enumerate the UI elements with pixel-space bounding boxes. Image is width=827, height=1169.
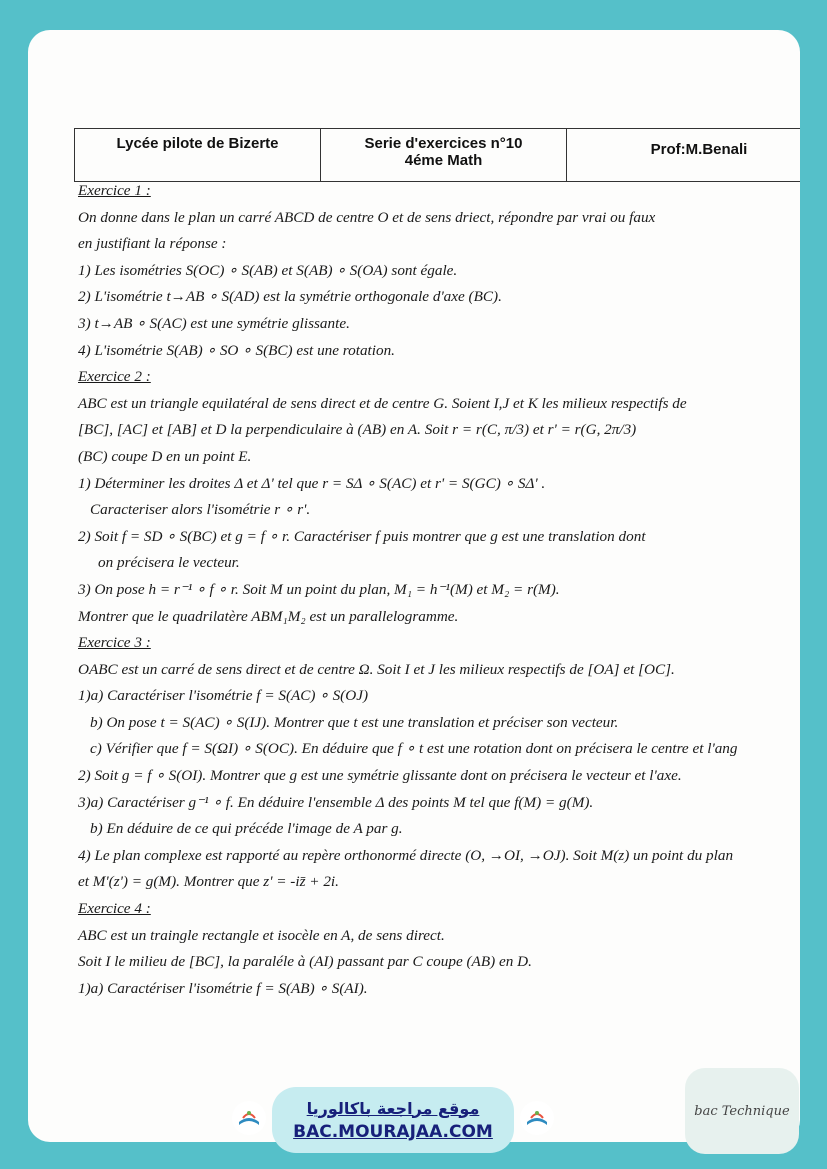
text-line: b) On pose t = S(AC) ∘ S(IJ). Montrer que t est une translation et préciser son vecteur.: [90, 713, 619, 731]
teacher-cell: [567, 129, 800, 181]
text-line: on précisera le vecteur.: [98, 554, 240, 572]
text-line: 3)a) Caractériser g⁻¹ ∘ f. En déduire l'ensemble Δ des points M tel que f(M) = g(M).: [78, 793, 594, 811]
exercise-title: Exercice 2 :: [78, 368, 151, 386]
text-line: 1)a) Caractériser l'isométrie f = S(AB) ∘ S(AI).: [78, 979, 368, 997]
text-line: 2) Soit g = f ∘ S(OI). Montrer que g est une symétrie glissante dont on précisera le vecteur et l'axe.: [78, 767, 682, 785]
school-name: Lycée pilote de Bizerte: [116, 135, 279, 152]
text-line: et M'(z') = g(M). Montrer que z' = -iz̄ + 2i.: [78, 873, 339, 891]
header-table: [74, 128, 800, 182]
text-line: Caracteriser alors l'isométrie r ∘ r'.: [90, 501, 311, 519]
text-line: Soit I le milieu de [BC], la paraléle à (AI) passant par C coupe (AB) en D.: [78, 953, 532, 971]
text-line: 1)a) Caractériser l'isométrie f = S(AC) ∘ S(OJ): [78, 687, 369, 705]
text-line: b) En déduire de ce qui précéde l'image de A par g.: [90, 820, 403, 838]
text-line: en justifiant la réponse :: [78, 235, 227, 253]
text-line: 2) Soit f = SD ∘ S(BC) et g = f ∘ r. Caractériser f puis montrer que g est une translation dont: [78, 527, 646, 545]
exercise-title: Exercice 3 :: [78, 634, 151, 652]
site-logo-right: [520, 1101, 554, 1135]
text-line: c) Vérifier que f = S(ΩI) ∘ S(OC). En déduire que f ∘ t est une rotation dont on précisera le centre et l'ang: [90, 740, 738, 758]
brand-text: bac Technique: [694, 1103, 790, 1119]
brand-watermark: [685, 1068, 799, 1154]
exercise-title: Exercice 1 :: [78, 182, 151, 199]
text-line: ABC est un traingle rectangle et isocèle en A, de sens direct.: [78, 926, 445, 944]
series-title: Serie d'exercices n°10: [364, 135, 523, 152]
teacher-name: Prof:M.Benali: [650, 141, 748, 158]
series-cell: [321, 129, 567, 181]
book-icon: [525, 1108, 549, 1128]
text-line: 3) t→AB ∘ S(AC) est une symétrie glissante.: [78, 314, 350, 332]
text-line: [BC], [AC] et [AB] et D la perpendiculaire à (AB) en A. Soit r = r(C, π/3) et r' = r(G, 2π/3): [78, 421, 637, 439]
text-line: 1) Déterminer les droites Δ et Δ' tel que r = SΔ ∘ S(AC) et r' = S(GC) ∘ SΔ' .: [78, 474, 546, 492]
text-line: 4) L'isométrie S(AB) ∘ SO ∘ S(BC) est une rotation.: [78, 341, 395, 359]
text-line: (BC) coupe D en un point E.: [78, 447, 252, 465]
book-icon: [237, 1108, 261, 1128]
text-line: ABC est un triangle equilatéral de sens direct et de centre G. Soient I,J et K les milieux respectifs de: [78, 394, 687, 412]
document-page: [28, 30, 800, 1142]
text-line: On donne dans le plan un carré ABCD de centre O et de sens driect, répondre par vrai ou faux: [78, 208, 656, 226]
site-badge[interactable]: [272, 1087, 514, 1153]
school-cell: [75, 129, 321, 181]
text-line: 2) L'isométrie t→AB ∘ S(AD) est la symétrie orthogonale d'axe (BC).: [78, 288, 502, 306]
exercise-title: Exercice 4 :: [78, 900, 151, 918]
text-line: OABC est un carré de sens direct et de centre Ω. Soit I et J les milieux respectifs de [OA] et [OC].: [78, 660, 675, 678]
text-line: 4) Le plan complexe est rapporté au repère orthonormé directe (O, →OI, →OJ). Soit M(z) un point du plan: [78, 846, 734, 864]
exercise-content: [78, 178, 800, 1002]
site-url[interactable]: BAC.MOURAJAA.COM: [293, 1121, 493, 1142]
text-line: Montrer que le quadrilatère ABM₁M₂ est un parallelogramme.: [78, 607, 459, 625]
text-line: 3) On pose h = r⁻¹ ∘ f ∘ r. Soit M un point du plan, M₁ = h⁻¹(M) et M₂ = r(M).: [78, 580, 560, 598]
class-level: 4éme Math: [404, 152, 483, 169]
site-logo-left: [232, 1101, 266, 1135]
text-line: 1) Les isométries S(OC) ∘ S(AB) et S(AB) ∘ S(OA) sont égale.: [78, 261, 458, 279]
site-arabic-name: موقع مراجعة باكالوريا: [306, 1098, 480, 1118]
